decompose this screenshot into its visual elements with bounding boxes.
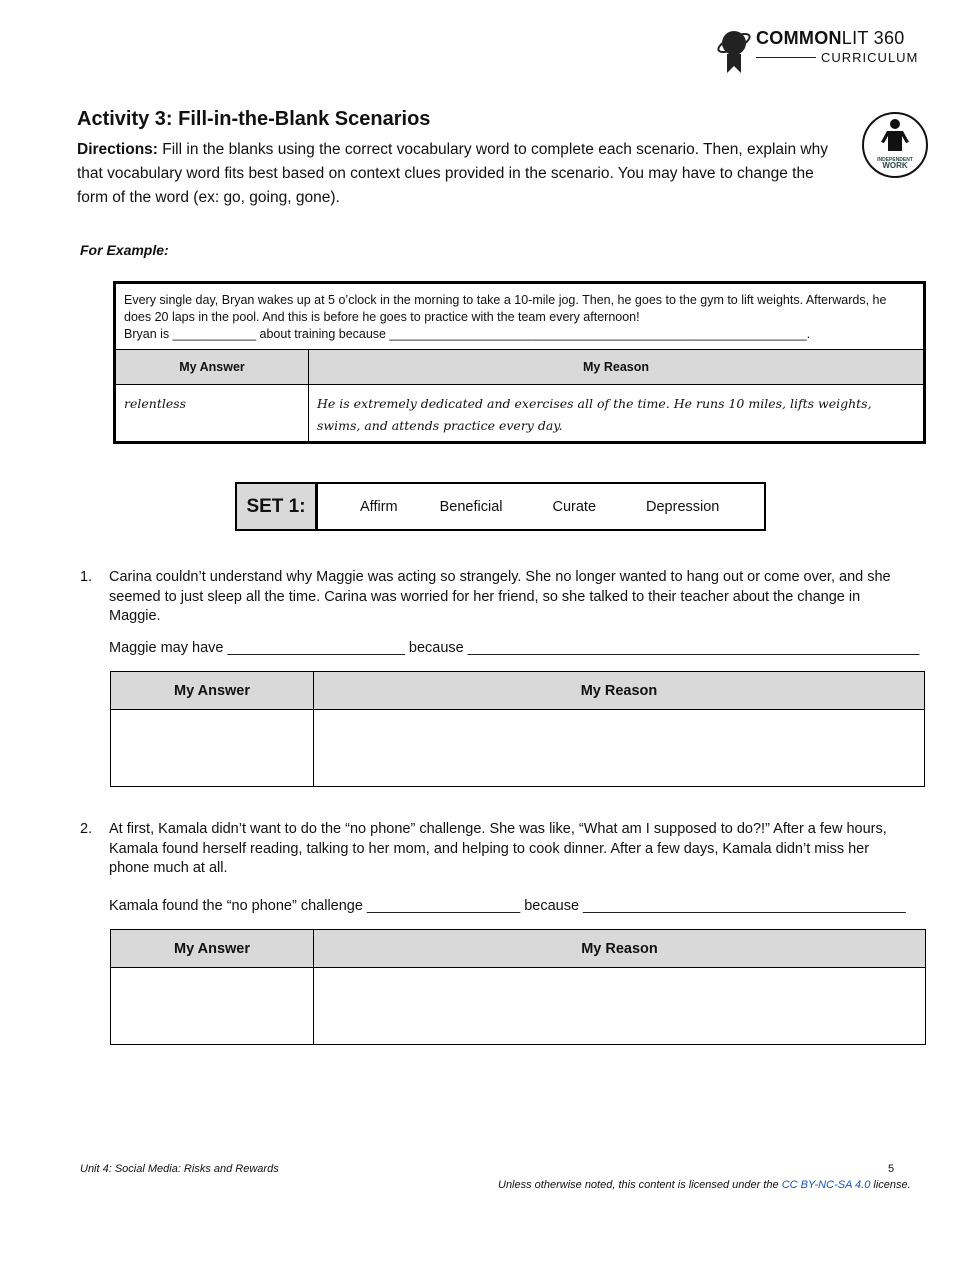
activity-title: Activity 3: Fill-in-the-Blank Scenarios	[77, 108, 431, 130]
badge-line2: WORK	[882, 161, 908, 170]
question-text: At first, Kamala didn’t want to do the “no phone” challenge. She was like, “What am I supposed to do?!” After a few hours, Kamala found herself reading, talking to her mom, and helping to cook dinner. After a few days, Kamala didn’t miss her phone much at all.	[109, 821, 887, 876]
page-number: 5	[888, 1163, 895, 1175]
vocabulary-set	[235, 482, 766, 531]
example-label: For Example:	[80, 242, 169, 258]
question-1: 1. Carina couldn’t understand why Maggie was acting so strangely. She no longer wanted to hang out or come over, and she seemed to just sleep all the time. Carina was worried for her friend, so she talked to their teacher about the change in Maggie.	[80, 568, 910, 627]
set-label: SET 1:	[237, 484, 318, 529]
vocab-word: Affirm	[360, 498, 398, 515]
example-table	[113, 281, 926, 444]
globe-ribbon-icon	[716, 28, 752, 74]
brand-sub: CURRICULUM	[821, 50, 919, 65]
question-2-prompt: Kamala found the “no phone” challenge ___________________ because ________________________________________	[109, 898, 906, 914]
license-link[interactable]: CC BY-NC-SA 4.0	[781, 1179, 871, 1191]
answer-cell[interactable]	[111, 968, 314, 1045]
directions-text: Fill in the blanks using the correct vocabulary word to complete each scenario. Then, explain why that vocabulary word fits best based on context clues provided in the scenario. You may have to change the form of the word (ex: go, going, gone).	[77, 141, 828, 206]
col-my-answer: My Answer	[115, 350, 309, 385]
col-my-reason: My Reason	[309, 350, 925, 385]
col-my-answer: My Answer	[111, 930, 314, 968]
vocab-word: Depression	[646, 498, 720, 515]
independent-work-badge	[862, 112, 928, 178]
col-my-answer: My Answer	[111, 672, 314, 710]
directions	[77, 138, 837, 210]
footer-unit: Unit 4: Social Media: Risks and Rewards	[80, 1163, 279, 1175]
col-my-reason: My Reason	[314, 930, 926, 968]
answer-table-2	[110, 929, 926, 1045]
badge-line1: INDEPENDENT	[877, 157, 913, 163]
example-prompt: Bryan is ____________ about training because ____________________________________________________________.	[124, 327, 811, 341]
brand-name-light: LIT 360	[841, 28, 905, 48]
example-scenario: Every single day, Bryan wakes up at 5 o’clock in the morning to take a 10-mile jog. Then, he goes to the gym to lift weights. Afterwards, he does 20 laps in the pool. And this is before he goes to practice with the team every afternoon! Bryan is ____________ about training because ____________________________________________________________.	[115, 283, 925, 350]
reason-cell[interactable]	[314, 968, 926, 1045]
question-2: 2. At first, Kamala didn’t want to do the “no phone” challenge. She was like, “What am I supposed to do?!” After a few hours, Kamala found herself reading, talking to her mom, and helping to cook dinner. After a few days, Kamala didn’t miss her phone much at all.	[80, 820, 910, 879]
directions-label: Directions:	[77, 141, 158, 158]
answer-cell[interactable]	[111, 710, 314, 787]
example-answer: relentless	[115, 385, 309, 443]
example-reason: He is extremely dedicated and exercises all of the time. He runs 10 miles, lifts weights, swims, and attends practice every day.	[309, 385, 925, 443]
reason-cell[interactable]	[314, 710, 925, 787]
col-my-reason: My Reason	[314, 672, 925, 710]
license-text: Unless otherwise noted, this content is licensed under the CC BY-NC-SA 4.0 license.	[498, 1179, 911, 1191]
question-text: Carina couldn’t understand why Maggie was acting so strangely. She no longer wanted to hang out or come over, and she seemed to just sleep all the time. Carina was worried for her friend, so she talked to their teacher about the change in Maggie.	[109, 569, 891, 624]
brand-name-bold: COMMON	[756, 28, 842, 48]
question-1-prompt: Maggie may have ______________________ because ________________________________________________________	[109, 640, 920, 656]
commonlit-logo	[716, 28, 918, 74]
answer-table-1	[110, 671, 925, 787]
vocab-word: Curate	[552, 498, 597, 515]
vocab-word: Beneficial	[439, 498, 503, 515]
person-icon	[878, 118, 912, 152]
